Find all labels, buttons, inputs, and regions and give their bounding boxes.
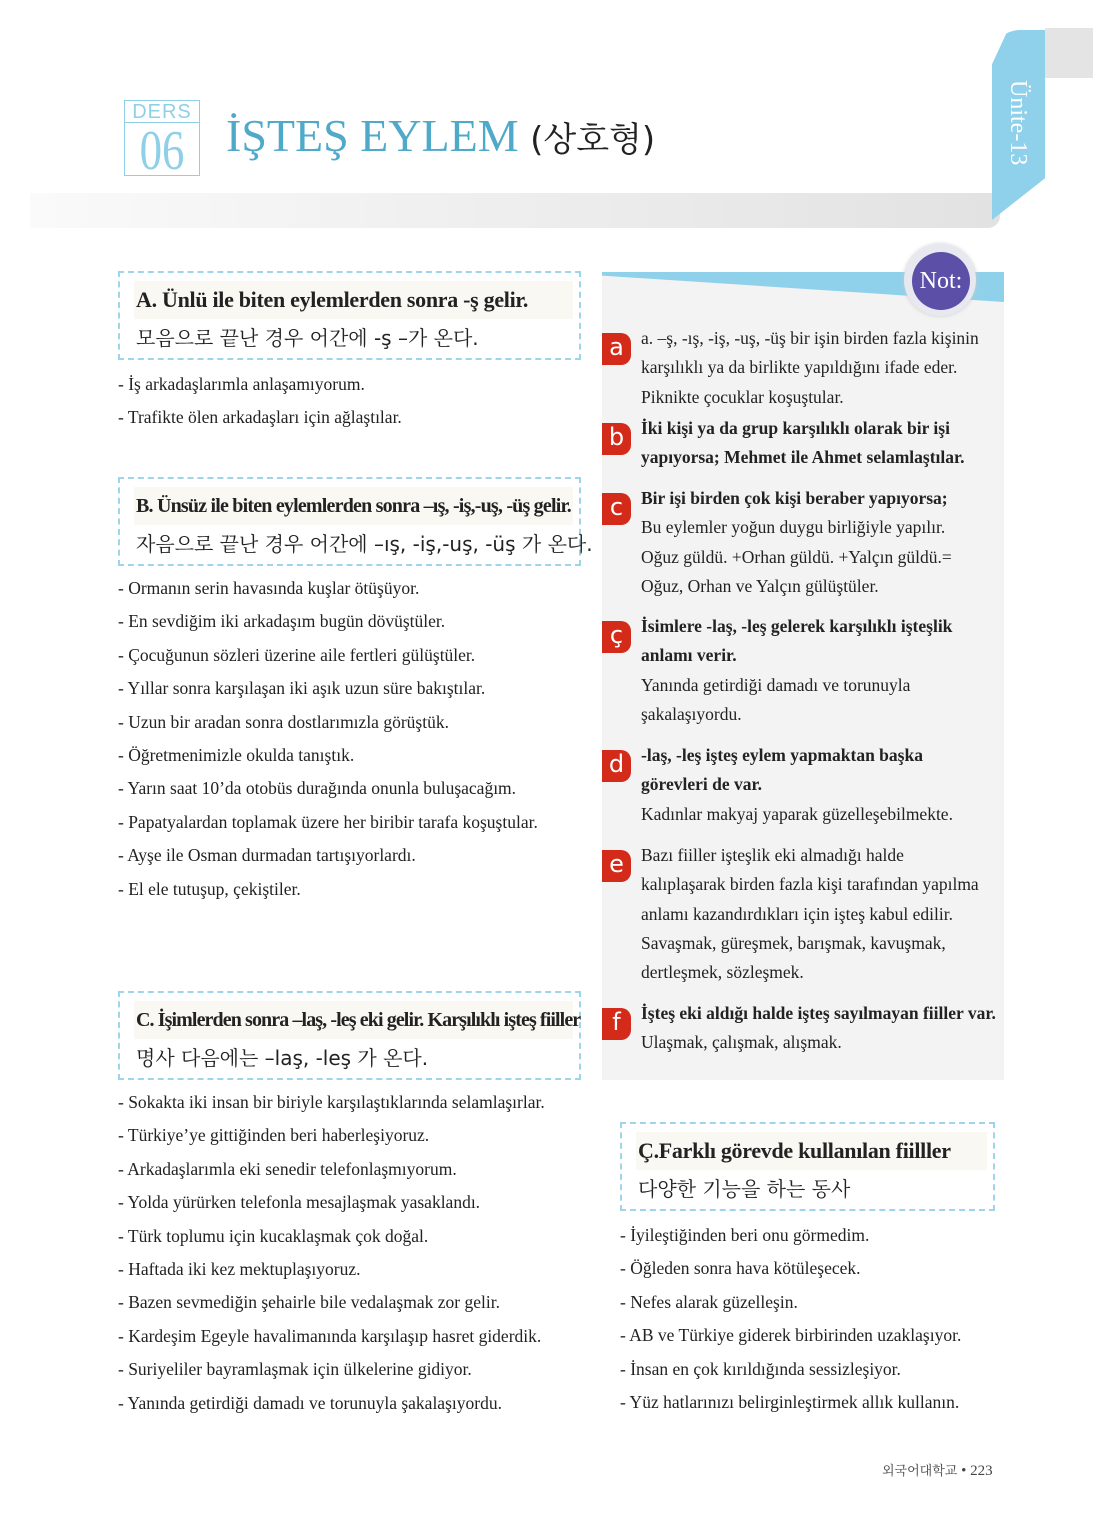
note-example-line: Piknikte çocuklar koşuştular. bbox=[641, 386, 844, 407]
section-cc-korean: 다양한 기능을 하는 동사 bbox=[638, 1177, 851, 1201]
example-sentence: - İyileştiğinden beri onu görmedim. bbox=[620, 1225, 870, 1245]
note-rule-line: İsimlere -laş, -leş gelerek karşılıklı işteşlik bbox=[641, 616, 953, 636]
note-text bbox=[641, 612, 952, 729]
note-text bbox=[641, 324, 979, 412]
example-sentence: - Arkadaşlarımla eki senedir telefonlaşmıyorum. bbox=[118, 1158, 457, 1179]
note-text bbox=[641, 999, 996, 1058]
lesson-label: DERS bbox=[124, 100, 200, 123]
example-sentence: - Yarın saat 10’da otobüs durağında onunla buluşacağım. bbox=[118, 778, 517, 799]
note-rule-line: anlamı verir. bbox=[641, 645, 737, 666]
example-sentence: - Türkiye’ye gittiğinden beri haberleşiyoruz. bbox=[118, 1125, 430, 1146]
example-sentence: - İş arkadaşlarımla anlaşamıyorum. bbox=[118, 374, 365, 394]
note-example-line: şakalaşıyordu. bbox=[641, 703, 742, 724]
example-sentence: - Yüz hatlarınızı belirginleştirmek allık kullanın. bbox=[620, 1392, 960, 1413]
example-sentence: - Ormanın serin havasında kuşlar ötüşüyor. bbox=[118, 578, 420, 598]
note-example-line: Savaşmak, güreşmek, barışmak, kavuşmak, bbox=[641, 932, 946, 953]
section-b-heading: B. Ünsüz ile biten eylemlerden sonra –ış, -iş,-uş, -üş gelir. bbox=[134, 487, 573, 525]
note-letter-badge: c bbox=[602, 493, 631, 525]
section-c-heading: C. İşimlerden sonra –laş, -leş eki gelir. Karşılıklı işteş fiiller bbox=[134, 1001, 573, 1039]
example-sentence: - Yanında getirdiği damadı ve torunuyla şakalaşıyordu. bbox=[118, 1392, 502, 1413]
header-band bbox=[30, 193, 1000, 228]
note-text bbox=[641, 484, 952, 601]
corner-decoration bbox=[1045, 28, 1093, 78]
note-example-line: Kadınlar makyaj yaparak güzelleşebilmekte. bbox=[641, 803, 953, 824]
note-letter-badge: d bbox=[602, 750, 631, 782]
section-b-box bbox=[118, 477, 593, 566]
section-c-box bbox=[118, 991, 581, 1080]
example-sentence: - Trafikte ölen arkadaşları için ağlaştılar. bbox=[118, 407, 402, 428]
note-letter-badge: b bbox=[602, 423, 631, 455]
note-letter-badge: ç bbox=[602, 621, 631, 653]
example-sentence: - Nefes alarak güzelleşin. bbox=[620, 1291, 798, 1312]
example-sentence: - Haftada iki kez mektuplaşıyoruz. bbox=[118, 1259, 361, 1280]
note-text bbox=[641, 841, 979, 987]
note-example-line: Bu eylemler yoğun duygu birliğiyle yapılır. bbox=[641, 517, 946, 538]
note-rule-line: yapıyorsa; Mehmet ile Ahmet selamlaştılar. bbox=[641, 447, 965, 468]
note-rule-line: görevleri de var. bbox=[641, 774, 763, 795]
section-a-korean: 모음으로 끝난 경우 어간에 -ş –가 온다. bbox=[136, 326, 479, 350]
example-sentence: - Yıllar sonra karşılaşan iki aşık uzun süre bakıştılar. bbox=[118, 678, 486, 699]
note-badge: Not: bbox=[912, 252, 970, 310]
note-example-line: anlamı kazandırdıkları için işteş kabul edilir. bbox=[641, 903, 953, 924]
section-c-korean: 명사 다음에는 –laş, -leş 가 온다. bbox=[136, 1046, 429, 1070]
section-cc-heading: Ç.Farklı görevde kullanılan fiilller bbox=[636, 1132, 987, 1170]
example-sentence: - AB ve Türkiye giderek birbirinden uzaklaşıyor. bbox=[620, 1325, 962, 1346]
section-b-examples bbox=[118, 572, 558, 906]
page-title-korean: (상호형) bbox=[530, 120, 656, 160]
note-example-line: Bazı fiiller işteşlik eki almadığı halde bbox=[641, 845, 904, 865]
note-rule-line: İki kişi ya da grup karşılıklı olarak bir işi bbox=[641, 418, 950, 438]
example-sentence: - Sokakta iki insan bir biriyle karşılaştıklarında selamlaşırlar. bbox=[118, 1092, 545, 1112]
page-title-text: İŞTEŞ EYLEM bbox=[226, 110, 519, 161]
note-example-line: Oğuz, Orhan ve Yalçın gülüştüler. bbox=[641, 575, 879, 596]
example-sentence: - Yolda yürürken telefonla mesajlaşmak yasaklandı. bbox=[118, 1192, 481, 1213]
example-sentence: - Ayşe ile Osman durmadan tartışıyorlardı. bbox=[118, 845, 416, 866]
lesson-number: 06 bbox=[139, 120, 185, 182]
page-footer bbox=[882, 1460, 993, 1480]
example-sentence: - Uzun bir aradan sonra dostlarımızla görüştük. bbox=[118, 711, 449, 732]
note-rule-line: Bir işi birden çok kişi beraber yapıyorsa; bbox=[641, 488, 948, 508]
example-sentence: - Papatyalardan toplamak üzere her biribir tarafa koşuştular. bbox=[118, 811, 538, 832]
example-sentence: - Çocuğunun sözleri üzerine aile fertleri gülüştüler. bbox=[118, 644, 476, 665]
note-example-line: dertleşmek, sözleşmek. bbox=[641, 962, 804, 983]
section-a-heading: A. Ünlü ile biten eylemlerden sonra -ş gelir. bbox=[134, 281, 573, 319]
footer-university: 외국어대학교 bbox=[882, 1464, 958, 1479]
section-a-box bbox=[118, 271, 581, 360]
note-example-line: Ulaşmak, çalışmak, alışmak. bbox=[641, 1032, 842, 1053]
note-example-line: Yanında getirdiği damadı ve torunuyla bbox=[641, 674, 911, 695]
section-cc-examples bbox=[620, 1219, 961, 1419]
section-cc-box bbox=[620, 1122, 995, 1211]
example-sentence: - El ele tutuşup, çekiştiler. bbox=[118, 878, 301, 899]
note-example-line: karşılıklı ya da birlikte yapıldığını ifade eder. bbox=[641, 357, 958, 378]
note-example-line: kalıplaşarak birden fazla kişi tarafından yapılma bbox=[641, 874, 979, 895]
note-rule-line: İşteş eki aldığı halde işteş sayılmayan fiiller var. bbox=[641, 1003, 996, 1023]
section-c-examples bbox=[118, 1086, 545, 1420]
page-number: 223 bbox=[970, 1463, 993, 1479]
unit-tab-label: Ünite-13 bbox=[1005, 80, 1031, 166]
note-letter-badge: f bbox=[602, 1008, 631, 1040]
example-sentence: - En sevdiğim iki arkadaşım bugün dövüştüler. bbox=[118, 611, 446, 632]
note-example-line: a. –ş, -ış, -iş, -uş, -üş bir işin birden fazla kişinin bbox=[641, 328, 979, 348]
page-title bbox=[226, 108, 655, 168]
note-letter-badge: a bbox=[602, 333, 631, 365]
example-sentence: - Kardeşim Egeyle havalimanında karşılaşıp hasret giderdik. bbox=[118, 1325, 542, 1346]
example-sentence: - İnsan en çok kırıldığında sessizleşiyor. bbox=[620, 1358, 901, 1379]
footer-separator: • bbox=[961, 1463, 967, 1479]
section-b-korean: 자음으로 끝난 경우 어간에 –ış, -iş,-uş, -üş 가 온다. bbox=[136, 532, 593, 556]
note-text bbox=[641, 414, 965, 473]
example-sentence: - Suriyeliler bayramlaşmak için ülkelerine gidiyor. bbox=[118, 1359, 472, 1380]
example-sentence: - Bazen sevmediğin şehairle bile vedalaşmak zor gelir. bbox=[118, 1292, 500, 1313]
section-a-examples bbox=[118, 368, 402, 435]
example-sentence: - Öğretmenimizle okulda tanıştık. bbox=[118, 745, 355, 766]
note-rule-line: -laş, -leş işteş eylem yapmaktan başka bbox=[641, 745, 923, 765]
example-sentence: - Türk toplumu için kucaklaşmak çok doğal. bbox=[118, 1225, 429, 1246]
note-text bbox=[641, 741, 953, 829]
note-example-line: Oğuz güldü. +Orhan güldü. +Yalçın güldü.= bbox=[641, 546, 952, 567]
note-letter-badge: e bbox=[602, 850, 631, 882]
example-sentence: - Öğleden sonra hava kötüleşecek. bbox=[620, 1258, 861, 1279]
